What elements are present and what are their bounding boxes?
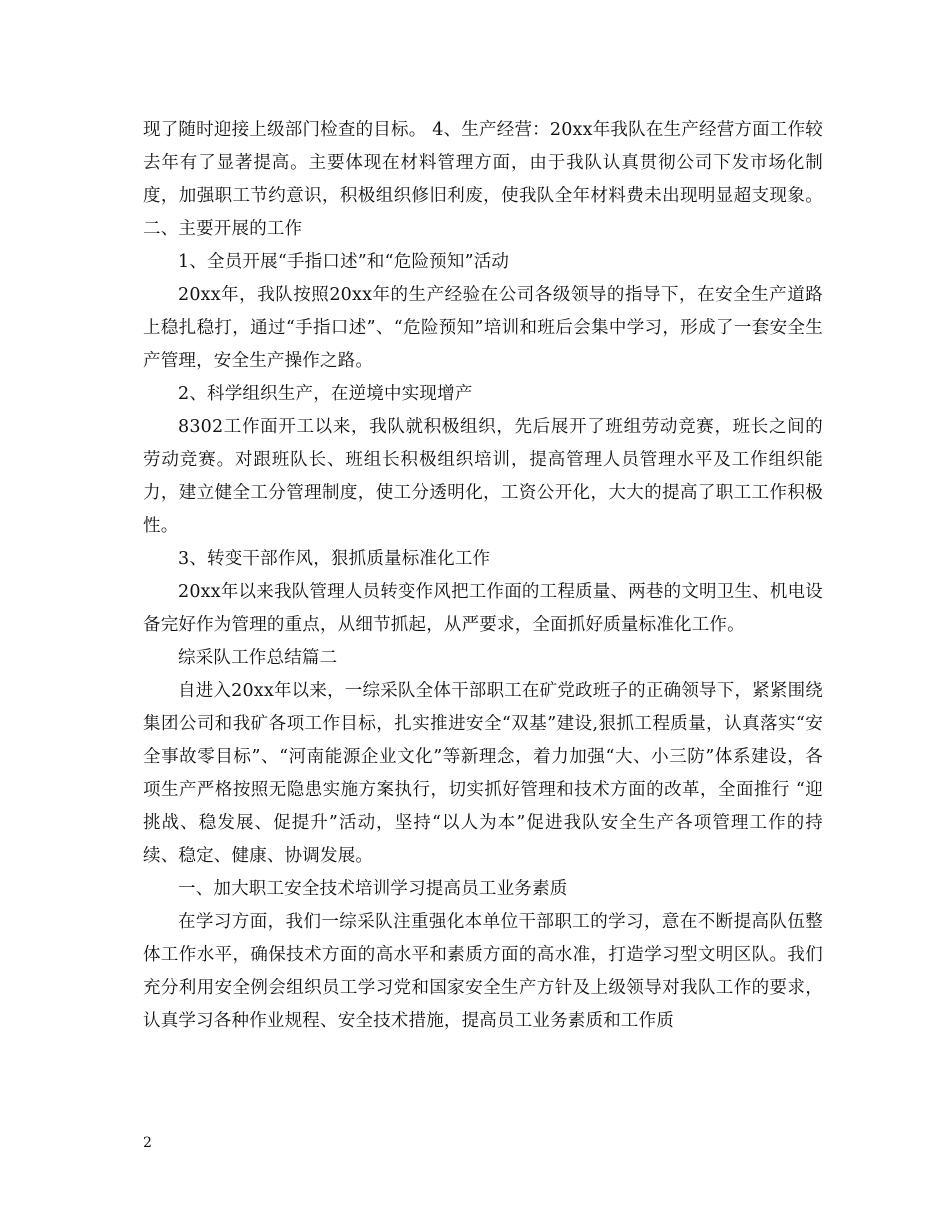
page-number: 2 xyxy=(143,1135,152,1151)
paragraph-1: 现了随时迎接上级部门检查的目标。 4、生产经营：20xx年我队在生产经营方面工作较去年有了显著提高。主要体现在材料管理方面，由于我队认真贯彻公司下发市场化制度，加强职工节约意识，积极组织修旧利废，使我队全年材料费未出现明显超支现象。 二、主要开展的工作 xyxy=(143,120,823,239)
paragraph-heading-3: 3、转变干部作风，狠抓质量标准化工作 xyxy=(178,549,491,569)
section-title: 综采队工作总结篇二 xyxy=(178,648,338,668)
paragraph-6: 在学习方面，我们一综采队注重强化本单位干部职工的学习，意在不断提高队伍整体工作水平，确保技术方面的高水平和素质方面的高水准，打造学习型文明区队。我们充分利用安全例会组织员工学习党和国家安全生产方针及上级领导对我队工作的要求，认真学习各种作业规程、安全技术措施，提高员工业务素质和工作质 xyxy=(143,912,823,1031)
paragraph-heading-1: 1、全员开展“手指口述”和“危险预知”活动 xyxy=(178,252,510,272)
paragraph-heading-2: 2、科学组织生产，在逆境中实现增产 xyxy=(178,384,473,404)
paragraph-3: 8302工作面开工以来，我队就积极组织，先后展开了班组劳动竞赛，班长之间的劳动竞赛。对跟班队长、班组长积极组织培训，提高管理人员管理水平及工作组织能力，建立健全工分管理制度，使工分透明化，工资公开化，大大的提高了职工工作积极性。 xyxy=(143,417,823,536)
paragraph-5: 自进入20xx年以来，一综采队全体干部职工在矿党政班子的正确领导下，紧紧围绕集团公司和我矿各项工作目标，扎实推进安全“双基”建设,狠抓工程质量，认真落实“安全事故零目标”、“河南能源企业文化”等新理念，着力加强“大、小三防”体系建设，各项生产严格按照无隐患实施方案执行，切实抓好管理和技术方面的改革，全面推行 “迎挑战、稳发展、促提升”活动，坚持“以人为本”促进我队安全生产各项管理工作的持续、稳定、健康、协调发展。 xyxy=(143,681,823,866)
paragraph-4: 20xx年以来我队管理人员转变作风把工作面的工程质量、两巷的文明卫生、机电设备完好作为管理的重点，从细节抓起，从严要求，全面抓好质量标准化工作。 xyxy=(143,582,823,635)
paragraph-heading-4: 一、加大职工安全技术培训学习提高员工业务素质 xyxy=(178,879,568,899)
paragraph-2: 20xx年，我队按照20xx年的生产经验在公司各级领导的指导下，在安全生产道路上稳扎稳打，通过“手指口述”、“危险预知”培训和班后会集中学习，形成了一套安全生产管理，安全生产操作之路。 xyxy=(143,285,823,371)
body-text xyxy=(143,114,823,1038)
